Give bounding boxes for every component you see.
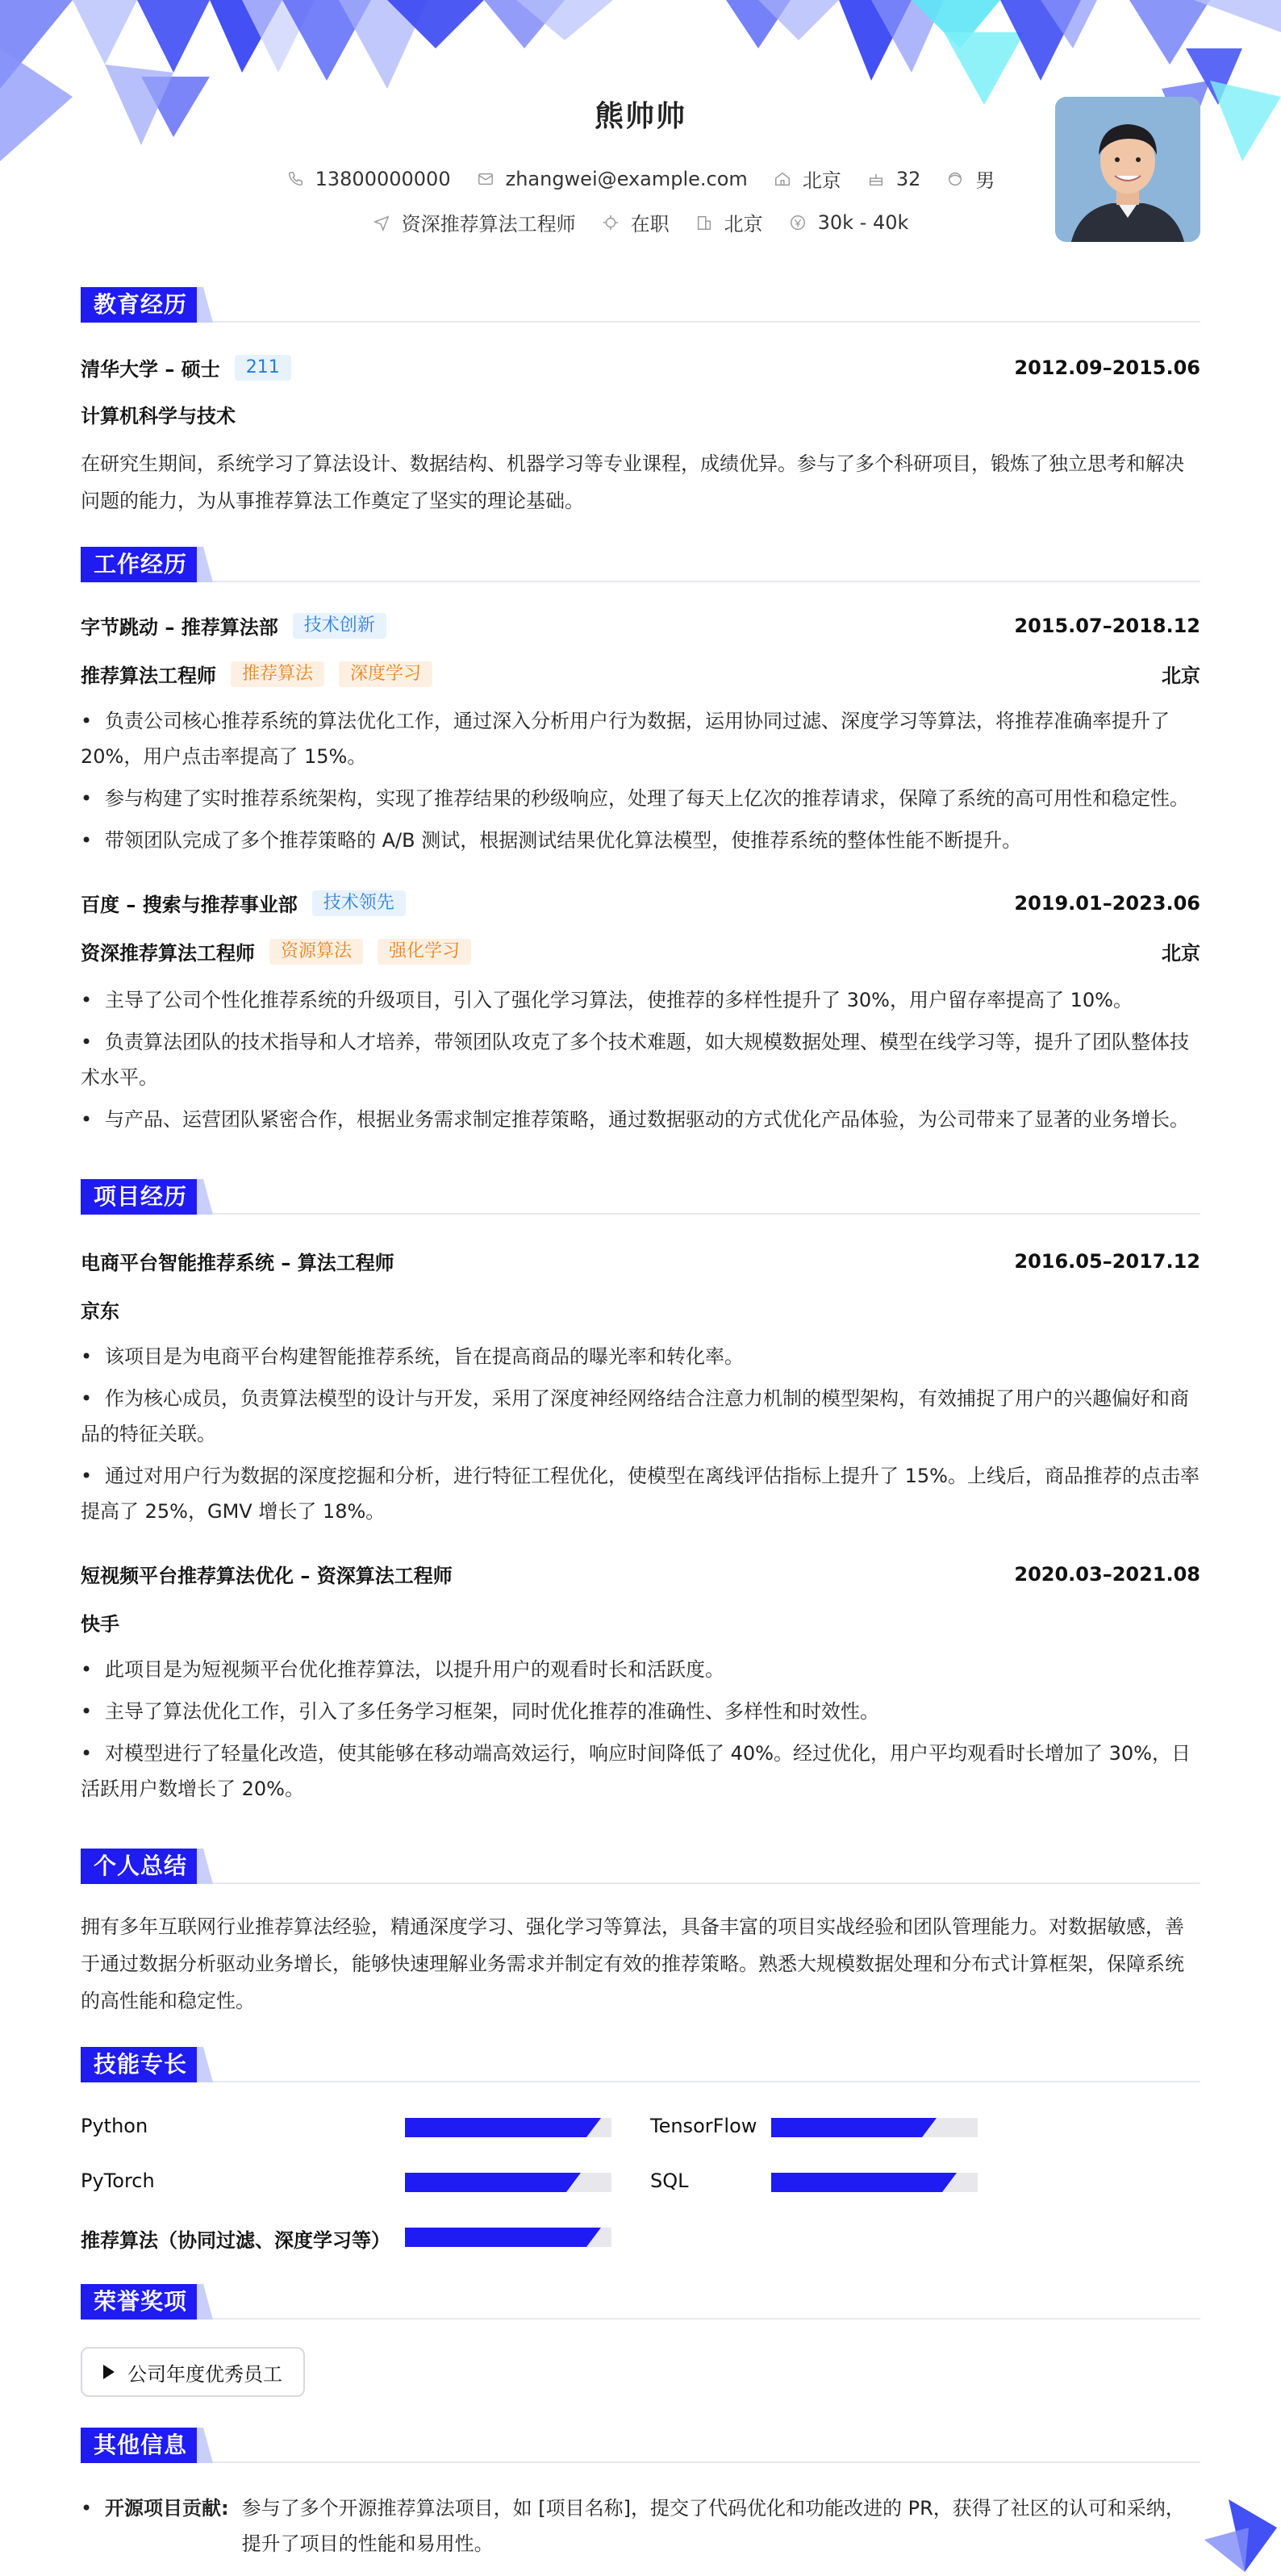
- job-period: 2015.07–2018.12: [1014, 614, 1200, 637]
- list-item: • 负责算法团队的技术指导和人才培养，带领团队攻克了多个技术难题，如大规模数据处理、模型在线学习等，提升了团队整体技术水平。: [81, 1031, 1189, 1089]
- gender-item: [946, 165, 995, 193]
- corner-decoration: [1200, 2495, 1281, 2576]
- list-item: • 通过对用户行为数据的深度挖掘和分析，进行特征工程优化，使模型在离线评估指标上提升了 15%。上线后，商品推荐的点击率提高了 25%，GMV 增长了 18%。: [81, 1465, 1200, 1523]
- other-label: 开源项目贡献:: [105, 2497, 229, 2520]
- salary-text: 30k - 40k: [817, 210, 909, 234]
- education-period: 2012.09–2015.06: [1014, 356, 1200, 379]
- project-period: 2016.05–2017.12: [1014, 1249, 1200, 1273]
- email-item: [477, 168, 748, 190]
- phone-item: [286, 168, 451, 190]
- major: 计算机科学与技术: [81, 405, 236, 427]
- play-icon: [103, 2365, 115, 2379]
- list-item: • 参与构建了实时推荐系统架构，实现了推荐结果的秒级响应，处理了每天上亿次的推荐请求，保障了系统的高可用性和稳定性。: [81, 787, 1189, 810]
- job-bullets: [81, 703, 1200, 865]
- email-icon: [477, 170, 494, 188]
- project-org: 京东: [81, 1300, 119, 1323]
- section-title: 工作经历: [81, 547, 200, 582]
- skill-bar: [405, 2228, 611, 2247]
- job-role-row: [81, 937, 1200, 965]
- avatar-illustration: [1055, 97, 1200, 242]
- section-tail: [197, 547, 213, 582]
- city-item: [695, 208, 763, 236]
- avatar: [1055, 97, 1200, 242]
- section-title: 个人总结: [81, 1849, 200, 1884]
- award-item: [81, 2347, 305, 2397]
- job-location: 北京: [1162, 665, 1200, 687]
- status-icon: [602, 214, 620, 231]
- section-header: [81, 547, 1200, 582]
- skill-bar-fill: [771, 2118, 922, 2137]
- award-list: [81, 2347, 403, 2400]
- list-item: • 与产品、运营团队紧密合作，根据业务需求制定推荐策略，通过数据驱动的方式优化产品体验，为公司带来了显著的业务增长。: [81, 1108, 1189, 1131]
- person-icon: [946, 170, 964, 188]
- project-period: 2020.03–2021.08: [1014, 1562, 1200, 1586]
- section-header: [81, 2284, 1200, 2320]
- cake-icon: [867, 170, 885, 188]
- job-location: 北京: [1162, 942, 1200, 965]
- school-tag: 211: [235, 355, 291, 381]
- list-item: • 该项目是为电商平台构建智能推荐系统，旨在提高商品的曝光率和转化率。: [81, 1345, 744, 1368]
- role-tag: 强化学习: [378, 939, 471, 965]
- list-item: • 对模型进行了轻量化改造，使其能够在移动端高效运行，响应时间降低了 40%。经过优化，用户平均观看时长增加了 30%，日活跃用户数增长了 20%。: [81, 1742, 1191, 1800]
- section-header: [81, 2047, 1200, 2082]
- skill-name: PyTorch: [81, 2170, 155, 2192]
- skill-bar-fill: [771, 2173, 942, 2192]
- other-section: [81, 2428, 1200, 2463]
- list-item: • 主导了公司个性化推荐系统的升级项目，引入了强化学习算法，使推荐的多样性提升了 30%，用户留存率提高了 10%。: [81, 989, 1133, 1011]
- contact-row: [81, 165, 1200, 193]
- awards-section: [81, 2284, 1200, 2320]
- project-header-row: [81, 1247, 1200, 1275]
- list-item: • 带领团队完成了多个推荐策略的 A/B 测试，根据测试结果优化算法模型，使推荐系统的整体性能不断提升。: [81, 829, 1022, 852]
- skill-bar-fill: [405, 2173, 566, 2192]
- work-section: [81, 547, 1200, 582]
- project-org: 快手: [81, 1613, 119, 1636]
- job-bullets: [81, 982, 1200, 1144]
- section-tail: [197, 1849, 213, 1884]
- job-info-row: [81, 208, 1200, 236]
- status-text: 在职: [630, 213, 670, 236]
- project-org-row: [81, 1295, 1200, 1323]
- section-tail: [197, 2428, 213, 2463]
- summary-section: [81, 1849, 1200, 1884]
- role-tag: 推荐算法: [231, 661, 324, 687]
- age-item: [867, 168, 921, 190]
- status-item: [602, 208, 670, 236]
- list-item: • 此项目是为短视频平台优化推荐算法，以提升用户的观看时长和活跃度。: [81, 1658, 724, 1681]
- home-icon: [774, 170, 791, 188]
- company-tag: 技术领先: [312, 890, 406, 916]
- hometown-item: [774, 165, 841, 193]
- award-label: 公司年度优秀员工: [127, 2362, 282, 2386]
- job-title-text: 资深推荐算法工程师: [401, 213, 576, 236]
- section-title: 技能专长: [81, 2047, 200, 2082]
- other-info-item: • 开源项目贡献: 参与了多个开源推荐算法项目，如 [项目名称]，提交了代码优化和功能改进的 PR，获得了社区的认可和采纳，提升了项目的性能和易用性。: [81, 2491, 1200, 2561]
- skill-bar: [771, 2118, 978, 2137]
- list-item: • 负责公司核心推荐系统的算法优化工作，通过深入分析用户行为数据，运用协同过滤、深度学习等算法，将推荐准确率提升了 20%，用户点击率提高了 15%。: [81, 710, 1170, 768]
- job-header-row: [81, 889, 1200, 917]
- job-title-item: [373, 208, 576, 236]
- project-header-row: [81, 1560, 1200, 1588]
- project-bullets: [81, 1339, 1200, 1536]
- company-name: 百度 – 搜索与推荐事业部: [81, 894, 298, 916]
- email-text: zhangwei@example.com: [505, 167, 748, 190]
- summary-text: 拥有多年互联网行业推荐算法经验，精通深度学习、强化学习等算法，具备丰富的项目实战经验和团队管理能力。对数据敏感，善于通过数据分析驱动业务增长，能够快速理解业务需求并制定有效的推荐策略。熟悉大规模数据处理和分布式计算框架，保障系统的高性能和稳定性。: [81, 1915, 1184, 2012]
- section-title: 项目经历: [81, 1179, 200, 1215]
- skill-bar: [405, 2118, 611, 2137]
- section-tail: [197, 2284, 213, 2320]
- section-title: 教育经历: [81, 287, 200, 323]
- education-desc: 在研究生期间，系统学习了算法设计、数据结构、机器学习等专业课程，成绩优异。参与了多个科研项目，锻炼了独立思考和解决问题的能力，为从事推荐算法工作奠定了坚实的理论基础。: [81, 452, 1184, 512]
- phone-text: 13800000000: [315, 167, 451, 190]
- building-icon: [695, 214, 713, 231]
- skill-name: 推荐算法（协同过滤、深度学习等）: [81, 2229, 390, 2252]
- project-name: 电商平台智能推荐系统 – 算法工程师: [81, 1252, 394, 1274]
- section-tail: [197, 1179, 213, 1215]
- job-role: 资深推荐算法工程师: [81, 942, 255, 965]
- phone-icon: [286, 170, 304, 188]
- school-name: 清华大学 – 硕士: [81, 358, 220, 381]
- project-bullets: [81, 1652, 1200, 1813]
- skills-section: [81, 2047, 1200, 2082]
- job-header-row: [81, 611, 1200, 640]
- section-title: 荣誉奖项: [81, 2284, 200, 2320]
- section-header: [81, 287, 1200, 323]
- projects-section: [81, 1179, 1200, 1215]
- salary-item: [789, 211, 909, 234]
- section-tail: [197, 2047, 213, 2082]
- section-header: [81, 1849, 1200, 1884]
- section-title: 其他信息: [81, 2428, 200, 2463]
- project-name: 短视频平台推荐算法优化 – 资深算法工程师: [81, 1565, 453, 1587]
- send-icon: [373, 214, 390, 231]
- other-text: 参与了多个开源推荐算法项目，如 [项目名称]，提交了代码优化和功能改进的 PR，获得了社区的认可和采纳，提升了项目的性能和易用性。: [241, 2497, 1185, 2555]
- money-icon: [789, 214, 807, 231]
- skill-bar-fill: [405, 2228, 586, 2247]
- age-text: 32: [895, 167, 921, 190]
- education-header-row: [81, 353, 1200, 381]
- gender-text: 男: [975, 169, 995, 192]
- section-header: [81, 2428, 1200, 2463]
- skill-name: Python: [81, 2115, 148, 2137]
- education-section: [81, 287, 1200, 323]
- skill-bar: [771, 2173, 978, 2192]
- list-item: • 作为核心成员，负责算法模型的设计与开发，采用了深度神经网络结合注意力机制的模型架构，有效捕捉了用户的兴趣偏好和商品的特征关联。: [81, 1387, 1189, 1445]
- project-org-row: [81, 1608, 1200, 1636]
- job-role-row: [81, 660, 1200, 688]
- company-name: 字节跳动 – 推荐算法部: [81, 616, 278, 639]
- list-item: • 主导了算法优化工作，引入了多任务学习框架，同时优化推荐的准确性、多样性和时效性。: [81, 1700, 879, 1723]
- skill-bar: [405, 2173, 611, 2192]
- section-header: [81, 1179, 1200, 1215]
- job-role: 推荐算法工程师: [81, 665, 216, 687]
- hometown-text: 北京: [802, 169, 841, 192]
- company-tag: 技术创新: [293, 613, 386, 639]
- section-tail: [197, 287, 213, 323]
- skill-name: SQL: [650, 2170, 689, 2192]
- role-tag: 深度学习: [339, 661, 432, 687]
- skill-name: TensorFlow: [650, 2115, 757, 2137]
- city-text: 北京: [724, 213, 763, 236]
- role-tag: 资源算法: [269, 939, 363, 965]
- major-row: [81, 400, 1200, 428]
- skill-bar-fill: [405, 2118, 586, 2137]
- candidate-name: 熊帅帅: [594, 100, 686, 133]
- job-period: 2019.01–2023.06: [1014, 891, 1200, 915]
